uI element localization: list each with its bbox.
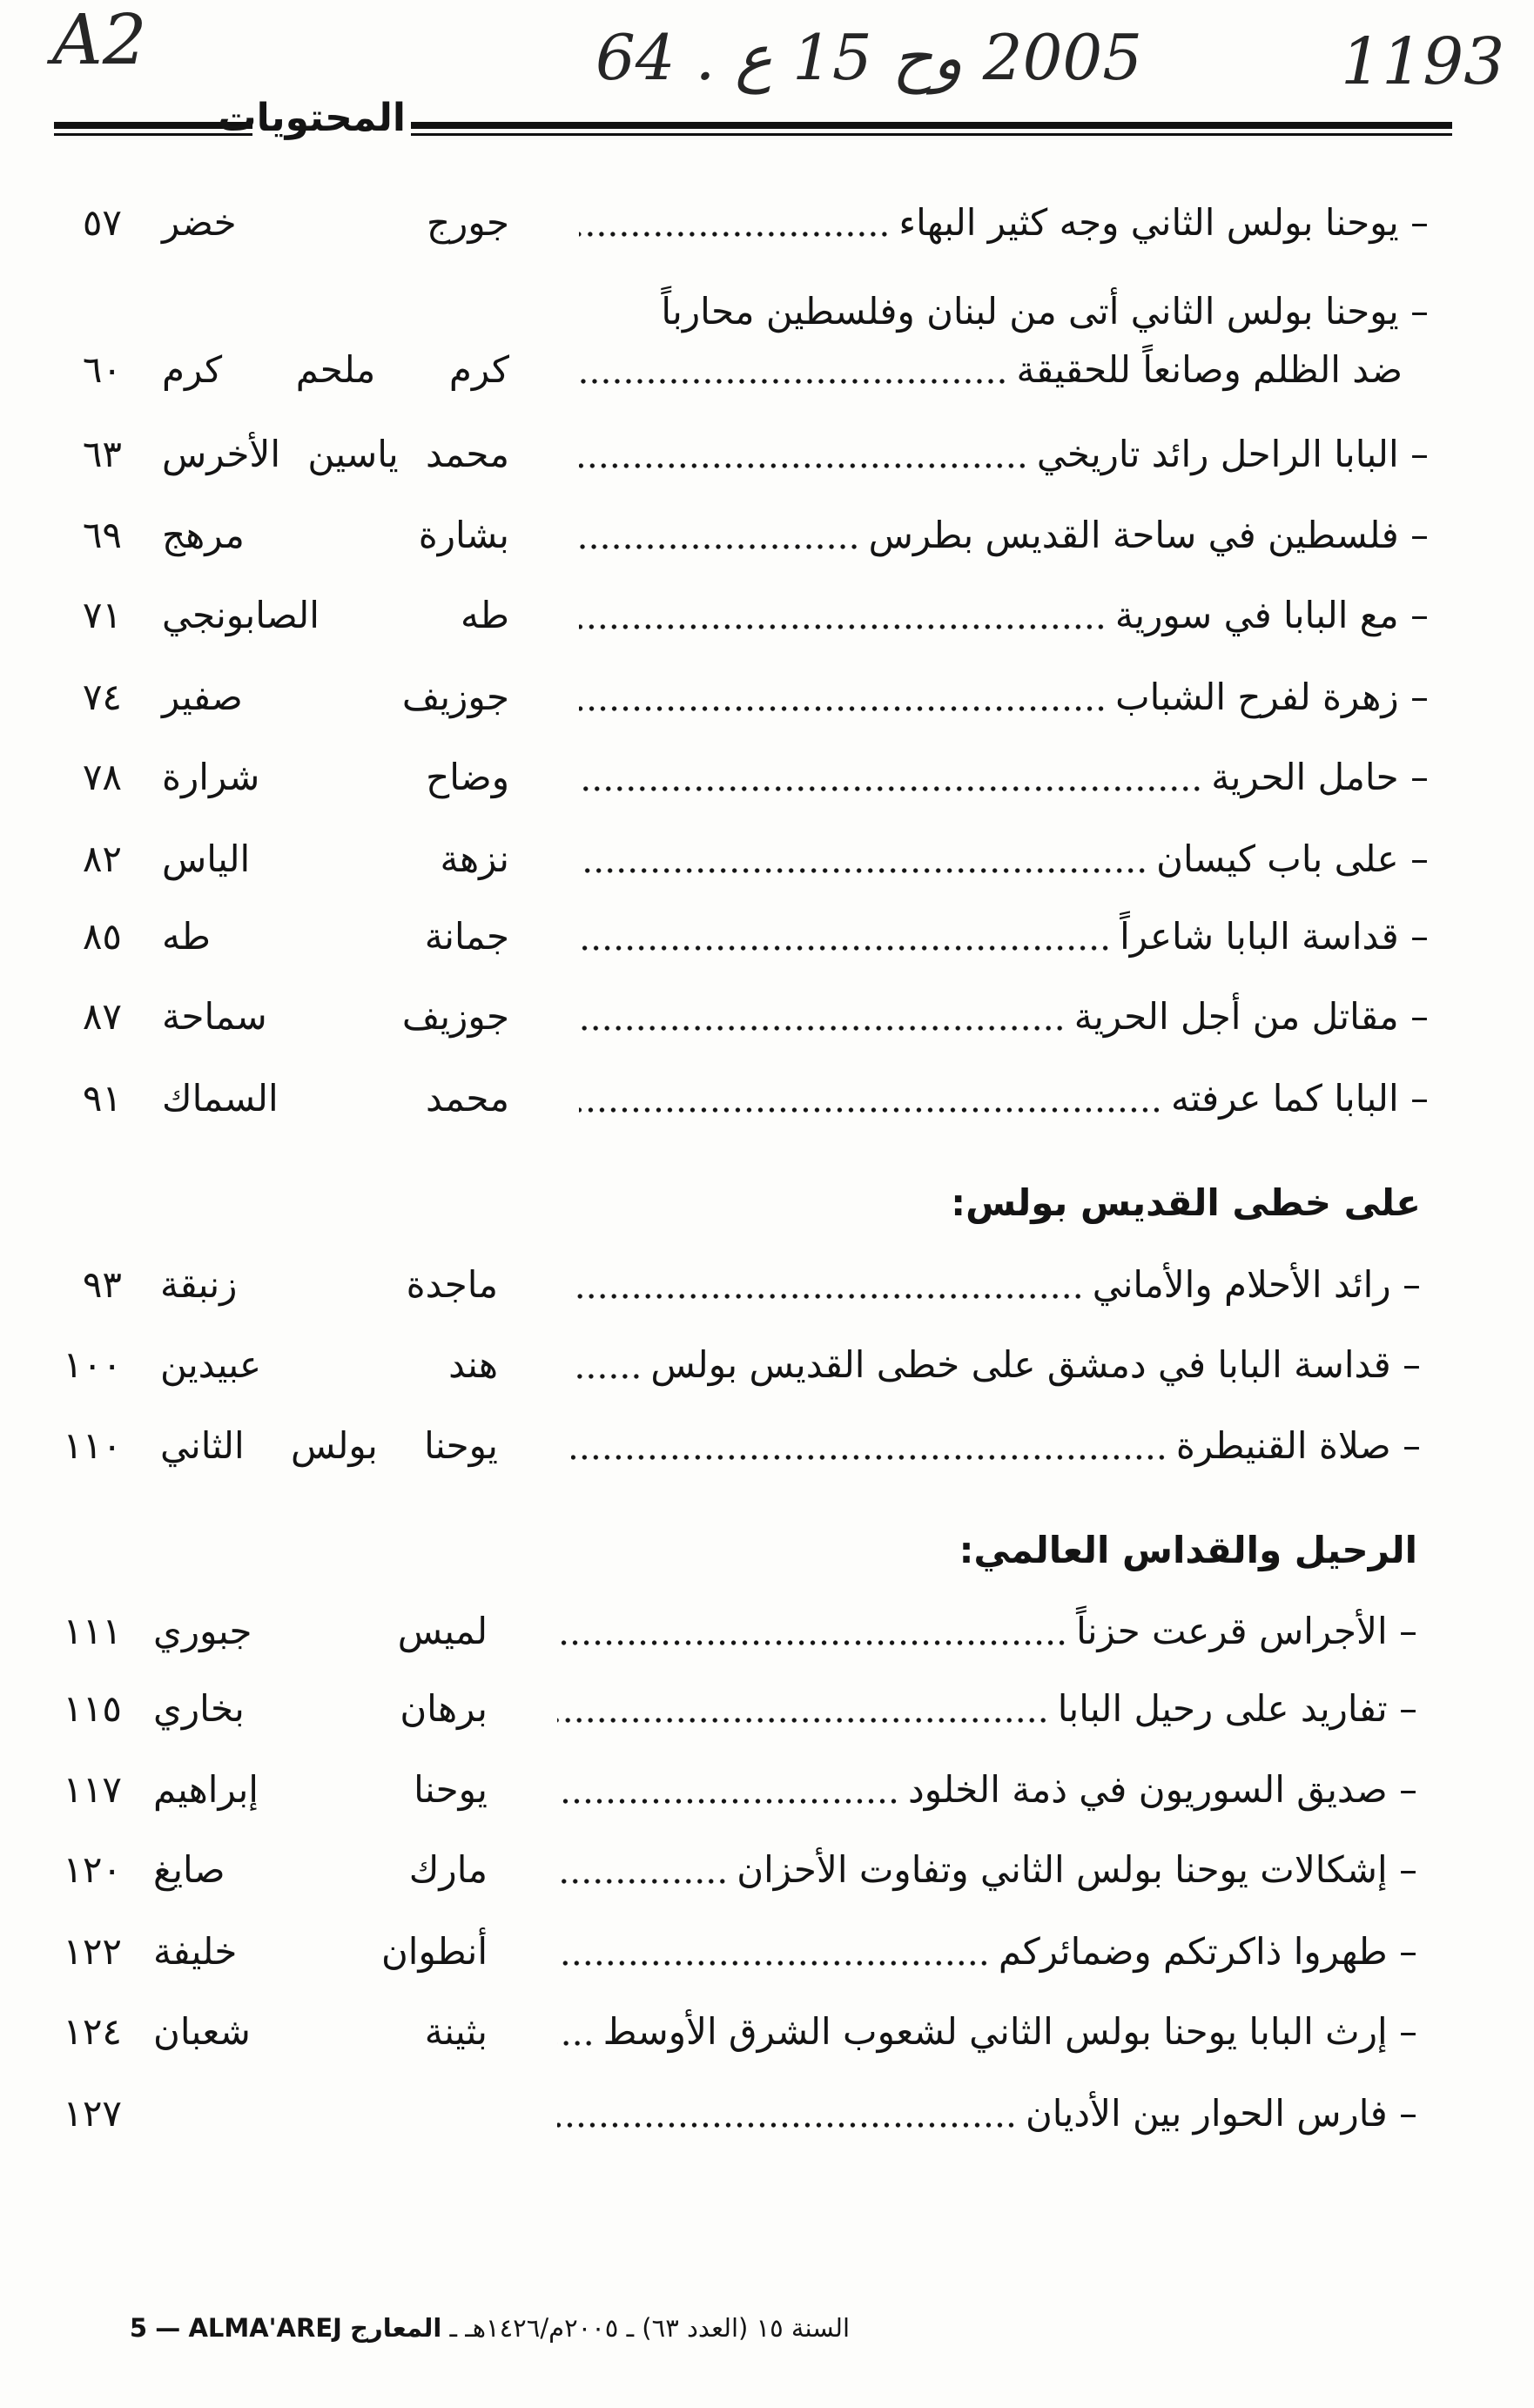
dot-leader [579,588,1107,643]
entry-title-cell [557,1604,1417,1659]
dot-leader [557,2004,595,2060]
entry-author: جوزيف سماحة [162,995,509,1038]
dot-leader [557,1681,1049,1737]
entry-title: – صديق السوريون في ذمة الخلود [907,1768,1417,1811]
entry-page-number: ٧٤ [82,676,122,718]
entry-page-number: ٦٩ [82,514,122,556]
dot-leader [557,2086,1017,2142]
dot-leader [579,508,860,563]
entry-title-cell [571,1257,1421,1313]
entry-page-number: ١٢٠ [63,1848,122,1891]
entry-title: ضد الظلم وصانعاً للحقيقة [1016,348,1403,391]
entry-page-number: ٨٥ [82,915,122,958]
entry-title: – قداسة البابا في دمشق على خطى القديس بولس [650,1343,1421,1386]
entry-page-number: ٥٧ [82,201,122,244]
dot-leader [557,1762,899,1818]
dot-leader [571,1337,642,1393]
entry-title: – البابا كما عرفته [1170,1077,1429,1120]
dot-leader [579,989,1066,1045]
entry-page-number: ٩٣ [82,1263,122,1306]
toc-entry [0,1924,1534,1980]
entry-author: وضاح شرارة [162,756,509,798]
entry-page-number: ١١١ [63,1610,122,1652]
entry-title-cell [579,669,1429,725]
entry-page-number: ٨٧ [82,995,122,1038]
toc-entry [0,1071,1534,1127]
entry-title: – مع البابا في سورية [1114,594,1429,636]
dot-leader [557,1924,990,1980]
entry-title-cell [557,1842,1417,1898]
dot-leader [579,342,1007,398]
footer-page-number: 5 [129,2313,148,2343]
entry-author: محمد ياسين الأخرس [162,433,509,475]
entry-title: – قداسة البابا شاعراً [1120,915,1429,958]
entry-page-number: ٧٨ [82,756,122,798]
toc-entry [0,508,1534,563]
entry-author: لميس جبوري [153,1610,488,1652]
entry-author: مارك صايغ [153,1848,488,1891]
toc-entry [0,989,1534,1045]
entry-author: بشارة مرهج [162,514,509,556]
entry-title-cell [579,195,1429,251]
entry-author: ماجدة زنبقة [160,1263,498,1306]
entry-title-cell [579,750,1429,805]
toc-entry [0,1337,1534,1393]
entry-author: يوحنا بولس الثاني [160,1424,498,1467]
entry-page-number: ١٢٤ [63,2010,122,2053]
toc-entry [0,2086,1534,2142]
entry-title: – رائد الأحلام والأماني [1092,1263,1421,1306]
entry-title-cell [579,284,1429,340]
entry-title: – زهرة لفرح الشباب [1115,676,1429,718]
toc-entry [0,1418,1534,1474]
entry-author: جوزيف صفير [162,676,509,718]
dot-leader [571,1257,1084,1313]
toc-entry [0,750,1534,805]
entry-title-cell [579,989,1429,1045]
footer-magazine-arabic: المعارج [350,2313,442,2343]
entry-title-cell [557,1762,1417,1818]
entry-title-cell [557,2086,1417,2142]
toc-entry [0,669,1534,725]
entry-author: جورج خضر [162,201,509,244]
entry-title: – إشكالات يوحنا بولس الثاني وتفاوت الأحزان [737,1848,1417,1891]
dot-leader [579,427,1028,482]
entry-title-cell [579,508,1429,563]
toc-entry [0,909,1534,965]
toc-entry [0,588,1534,643]
entry-title-cell [579,342,1429,398]
handwritten-reference: A2 [52,0,147,80]
entry-page-number: ١٢٧ [63,2092,122,2135]
entry-title: – إرث البابا يوحنا بولس الثاني لشعوب الشرق الأوسط [602,2010,1417,2053]
entry-author: برهان بخاري [153,1687,488,1730]
dot-leader [579,195,890,251]
entry-title: – مقاتل من أجل الحرية [1073,995,1429,1038]
entry-author: كرم ملحم كرم [162,348,509,391]
entry-page-number: ١١٧ [63,1768,122,1811]
entry-author: جمانة طه [162,915,509,958]
toc-entry [0,427,1534,482]
toc-entry [0,1842,1534,1898]
entry-page-number: ٧١ [82,594,122,636]
dot-leader [579,909,1111,965]
dot-leader [579,1071,1162,1127]
entry-author: بثينة شعبان [153,2010,488,2053]
entry-title-cell [579,427,1429,482]
section-heading: الرحيل والقداس العالمي: [959,1529,1417,1571]
entry-title: – على باب كيسان [1156,837,1429,880]
entry-title-cell [579,831,1429,887]
header-rule-right [411,122,1452,136]
entry-page-number: ٦٣ [82,433,122,475]
page-footer [17,2307,850,2349]
dot-leader [571,1418,1167,1474]
entry-title: – الأجراس قرعت حزناً [1076,1610,1417,1652]
entry-title: – طهروا ذاكرتكم وضمائركم [998,1930,1417,1973]
entry-title-cell [557,1681,1417,1737]
toc-entry [0,195,1534,251]
entry-title-cell [571,1418,1421,1474]
toc-entry [0,342,1534,398]
entry-title-line-1: – يوحنا بولس الثاني أتى من لبنان وفلسطين محارباً [661,290,1429,333]
entry-page-number: ٩١ [82,1077,122,1120]
footer-issue: السنة ١٥ (العدد ٦٣) ـ ٢٠٠٥م/١٤٢٦هـ ـ [449,2313,850,2343]
entry-author: يوحنا إبراهيم [153,1768,488,1811]
entry-title: – يوحنا بولس الثاني وجه كثير البهاء [898,201,1429,244]
entry-page-number: ١١٠ [63,1424,122,1467]
dot-leader [579,750,1202,805]
toc-entry [0,1604,1534,1659]
entry-title-cell [557,1924,1417,1980]
entry-title-cell [571,1337,1421,1393]
entry-title: – حامل الحرية [1211,756,1429,798]
entry-author: هند عبيدين [160,1343,498,1386]
toc-entry [0,1681,1534,1737]
toc-entry [0,831,1534,887]
entry-author: نزهة الياس [162,837,509,880]
dot-leader [557,1842,728,1898]
entry-page-number: ٨٢ [82,837,122,880]
entry-title: – البابا الراحل رائد تاريخي [1036,433,1429,475]
entry-title: – فلسطين في ساحة القديس بطرس [868,514,1429,556]
toc-entry-line-1 [0,284,1534,340]
entry-page-number: ١٠٠ [63,1343,122,1386]
footer-separator: — [155,2313,181,2343]
entry-author: طه الصابونجي [162,594,509,636]
entry-author: أنطوان خليفة [153,1930,488,1973]
page-title: المحتويات [218,96,406,140]
entry-page-number: ١١٥ [63,1687,122,1730]
dot-leader [557,1604,1067,1659]
entry-title: – تفاريد على رحيل البابا [1057,1687,1417,1730]
toc-entry [0,1257,1534,1313]
dot-leader [579,831,1147,887]
toc-entry [0,2004,1534,2060]
footer-magazine-latin: ALMA'AREJ [188,2313,342,2343]
entry-title-cell [579,1071,1429,1127]
dot-leader [579,669,1107,725]
entry-author: محمد السماك [162,1077,509,1120]
handwritten-note: 64 . ع 15 حو 2005 [595,21,1142,94]
handwritten-number: 1193 [1341,24,1505,99]
entry-title: – صلاة القنيطرة [1175,1424,1421,1467]
entry-page-number: ١٢٢ [63,1930,122,1973]
section-heading: على خطى القديس بولس: [951,1181,1421,1224]
entry-page-number: ٦٠ [82,348,122,391]
toc-entry [0,1762,1534,1818]
entry-title-cell [579,909,1429,965]
entry-title-cell [579,588,1429,643]
entry-title-cell [557,2004,1417,2060]
entry-title: – فارس الحوار بين الأديان [1025,2092,1417,2135]
